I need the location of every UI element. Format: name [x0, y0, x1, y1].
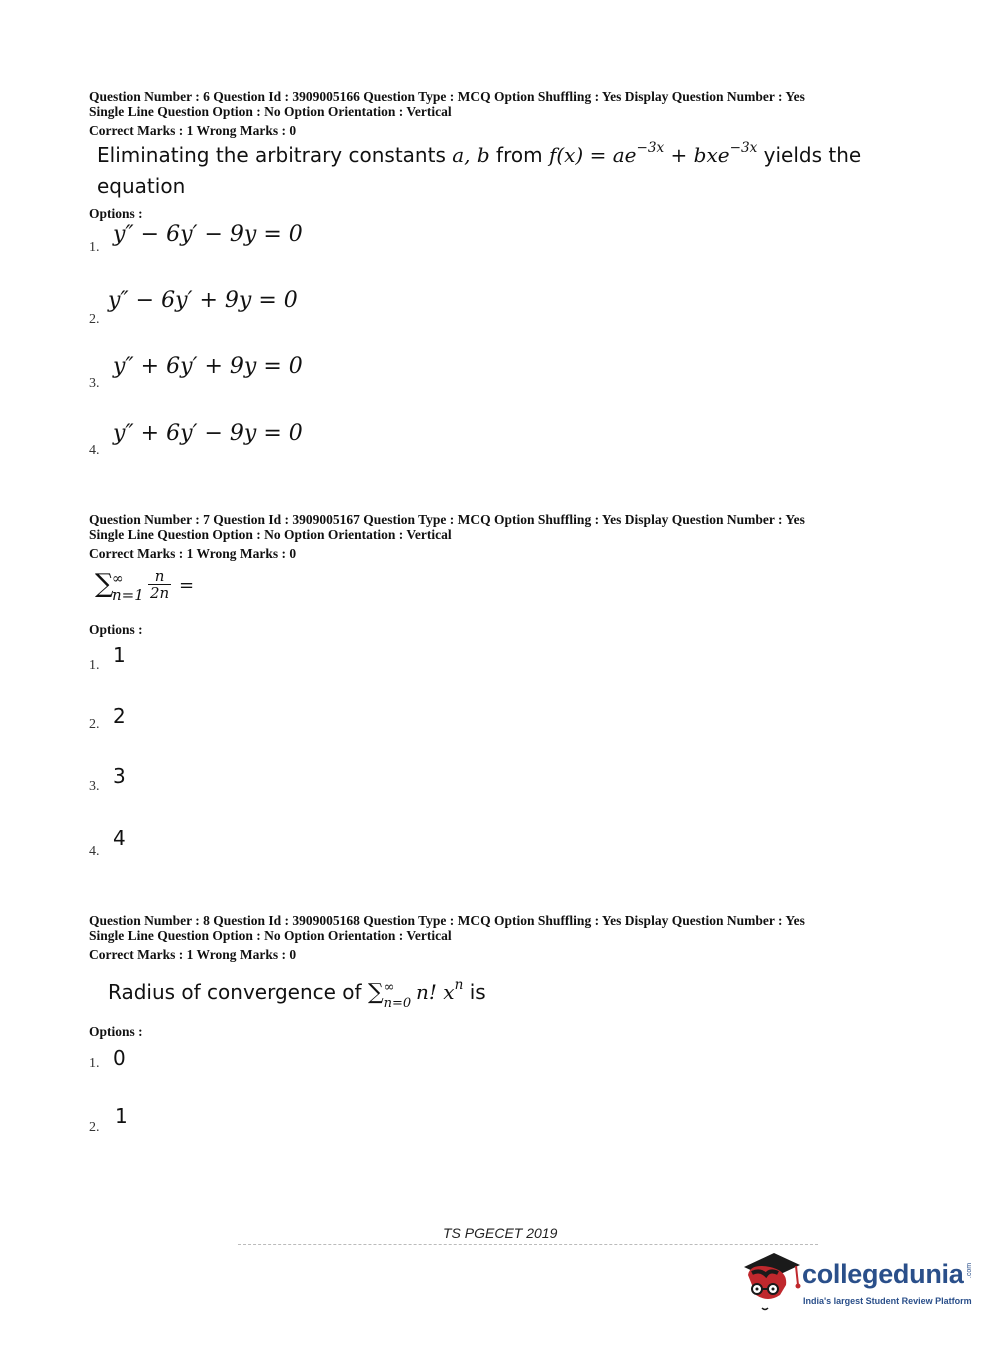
q7-meta-line1: Question Number : 7 Question Id : 3909005167 Question Type : MCQ Option Shuffling : Yes Display Question Number : Yes [89, 512, 805, 527]
footer-divider [238, 1244, 818, 1245]
q6-option-1[interactable]: y″ − 6y′ − 9y = 0 [113, 222, 303, 247]
q6-meta-line1: Question Number : 6 Question Id : 3909005166 Question Type : MCQ Option Shuffling : Yes Display Question Number : Yes [89, 89, 805, 104]
q8-option-1-number: 1. [89, 1056, 100, 1071]
q6-option-4-number: 4. [89, 443, 100, 458]
q6-text-from: from [496, 143, 543, 167]
q8-term: n! x [416, 980, 455, 1004]
q6-option-2-number: 2. [89, 312, 100, 327]
q7-sum-upper: ∞ [112, 571, 124, 587]
q6-plus-bxe: + bxe [664, 143, 730, 167]
q6-option-4[interactable]: y″ + 6y′ − 9y = 0 [113, 421, 303, 446]
q7-marks: Correct Marks : 1 Wrong Marks : 0 [89, 546, 297, 561]
q6-fx: f(x) = ae [548, 143, 637, 167]
brand-name: collegedunia [802, 1259, 964, 1289]
q8-option-1[interactable]: 0 [113, 1046, 126, 1070]
q7-question-formula [95, 566, 295, 610]
q7-frac-denominator: 2n [150, 584, 170, 602]
q6-marks: Correct Marks : 1 Wrong Marks : 0 [89, 123, 297, 138]
collegedunia-logo [740, 1245, 980, 1315]
q7-sum-symbol: ∑ [95, 569, 114, 599]
q8-sum-upper: ∞ [383, 980, 395, 995]
q7-option-3-number: 3. [89, 779, 100, 794]
q6-option-3-number: 3. [89, 376, 100, 391]
q6-exp2: −3x [729, 139, 758, 156]
q8-text-suffix: is [469, 980, 486, 1004]
q7-option-4-number: 4. [89, 844, 100, 859]
brand-suffix: .com [966, 1262, 974, 1279]
q6-meta-line2: Single Line Question Option : No Option Orientation : Vertical [89, 104, 452, 119]
q6-text-prefix: Eliminating the arbitrary constants [97, 143, 446, 167]
q7-option-3[interactable]: 3 [113, 764, 126, 788]
brand-tagline: India's largest Student Review Platform [803, 1296, 972, 1306]
q7-frac-numerator: n [148, 568, 171, 585]
q6-option-1-number: 1. [89, 240, 100, 255]
q6-question-text [97, 140, 897, 202]
q8-text-prefix: Radius of convergence of [108, 980, 362, 1004]
q6-text-suffix: yields the [763, 143, 862, 167]
q7-option-1[interactable]: 1 [113, 643, 126, 667]
q6-text-line2: equation [97, 174, 186, 198]
q8-option-2[interactable]: 1 [115, 1104, 128, 1128]
mascot-icon [740, 1245, 802, 1315]
q6-text-vars: a, b [452, 143, 490, 167]
q6-option-2[interactable]: y″ − 6y′ + 9y = 0 [108, 288, 298, 313]
q6-option-3[interactable]: y″ + 6y′ + 9y = 0 [113, 354, 303, 379]
q8-sum-lower: n=0 [383, 996, 412, 1011]
q7-option-2-number: 2. [89, 717, 100, 732]
q7-equals: = [179, 575, 195, 596]
q7-option-2[interactable]: 2 [113, 704, 126, 728]
q8-meta-line1: Question Number : 8 Question Id : 3909005168 Question Type : MCQ Option Shuffling : Yes Display Question Number : Yes [89, 913, 805, 928]
q7-option-4[interactable]: 4 [113, 826, 126, 850]
q6-exp1: −3x [636, 139, 665, 156]
q7-meta-line2: Single Line Question Option : No Option Orientation : Vertical [89, 527, 452, 542]
q7-options-label: Options : [89, 622, 143, 637]
q7-option-1-number: 1. [89, 658, 100, 673]
q7-fraction [148, 568, 171, 601]
q8-sum-symbol: ∑ [367, 980, 384, 1005]
q8-options-label: Options : [89, 1024, 143, 1039]
q8-question-text [108, 977, 708, 1011]
footer-exam-name: TS PGECET 2019 [443, 1225, 558, 1241]
q8-term-exp: n [454, 976, 464, 993]
q8-option-2-number: 2. [89, 1120, 100, 1135]
q8-marks: Correct Marks : 1 Wrong Marks : 0 [89, 947, 297, 962]
q8-meta-line2: Single Line Question Option : No Option Orientation : Vertical [89, 928, 452, 943]
q7-sum-lower: n=1 [112, 586, 144, 604]
q8-sum-limits [383, 977, 412, 1011]
q6-options-label: Options : [89, 206, 143, 221]
